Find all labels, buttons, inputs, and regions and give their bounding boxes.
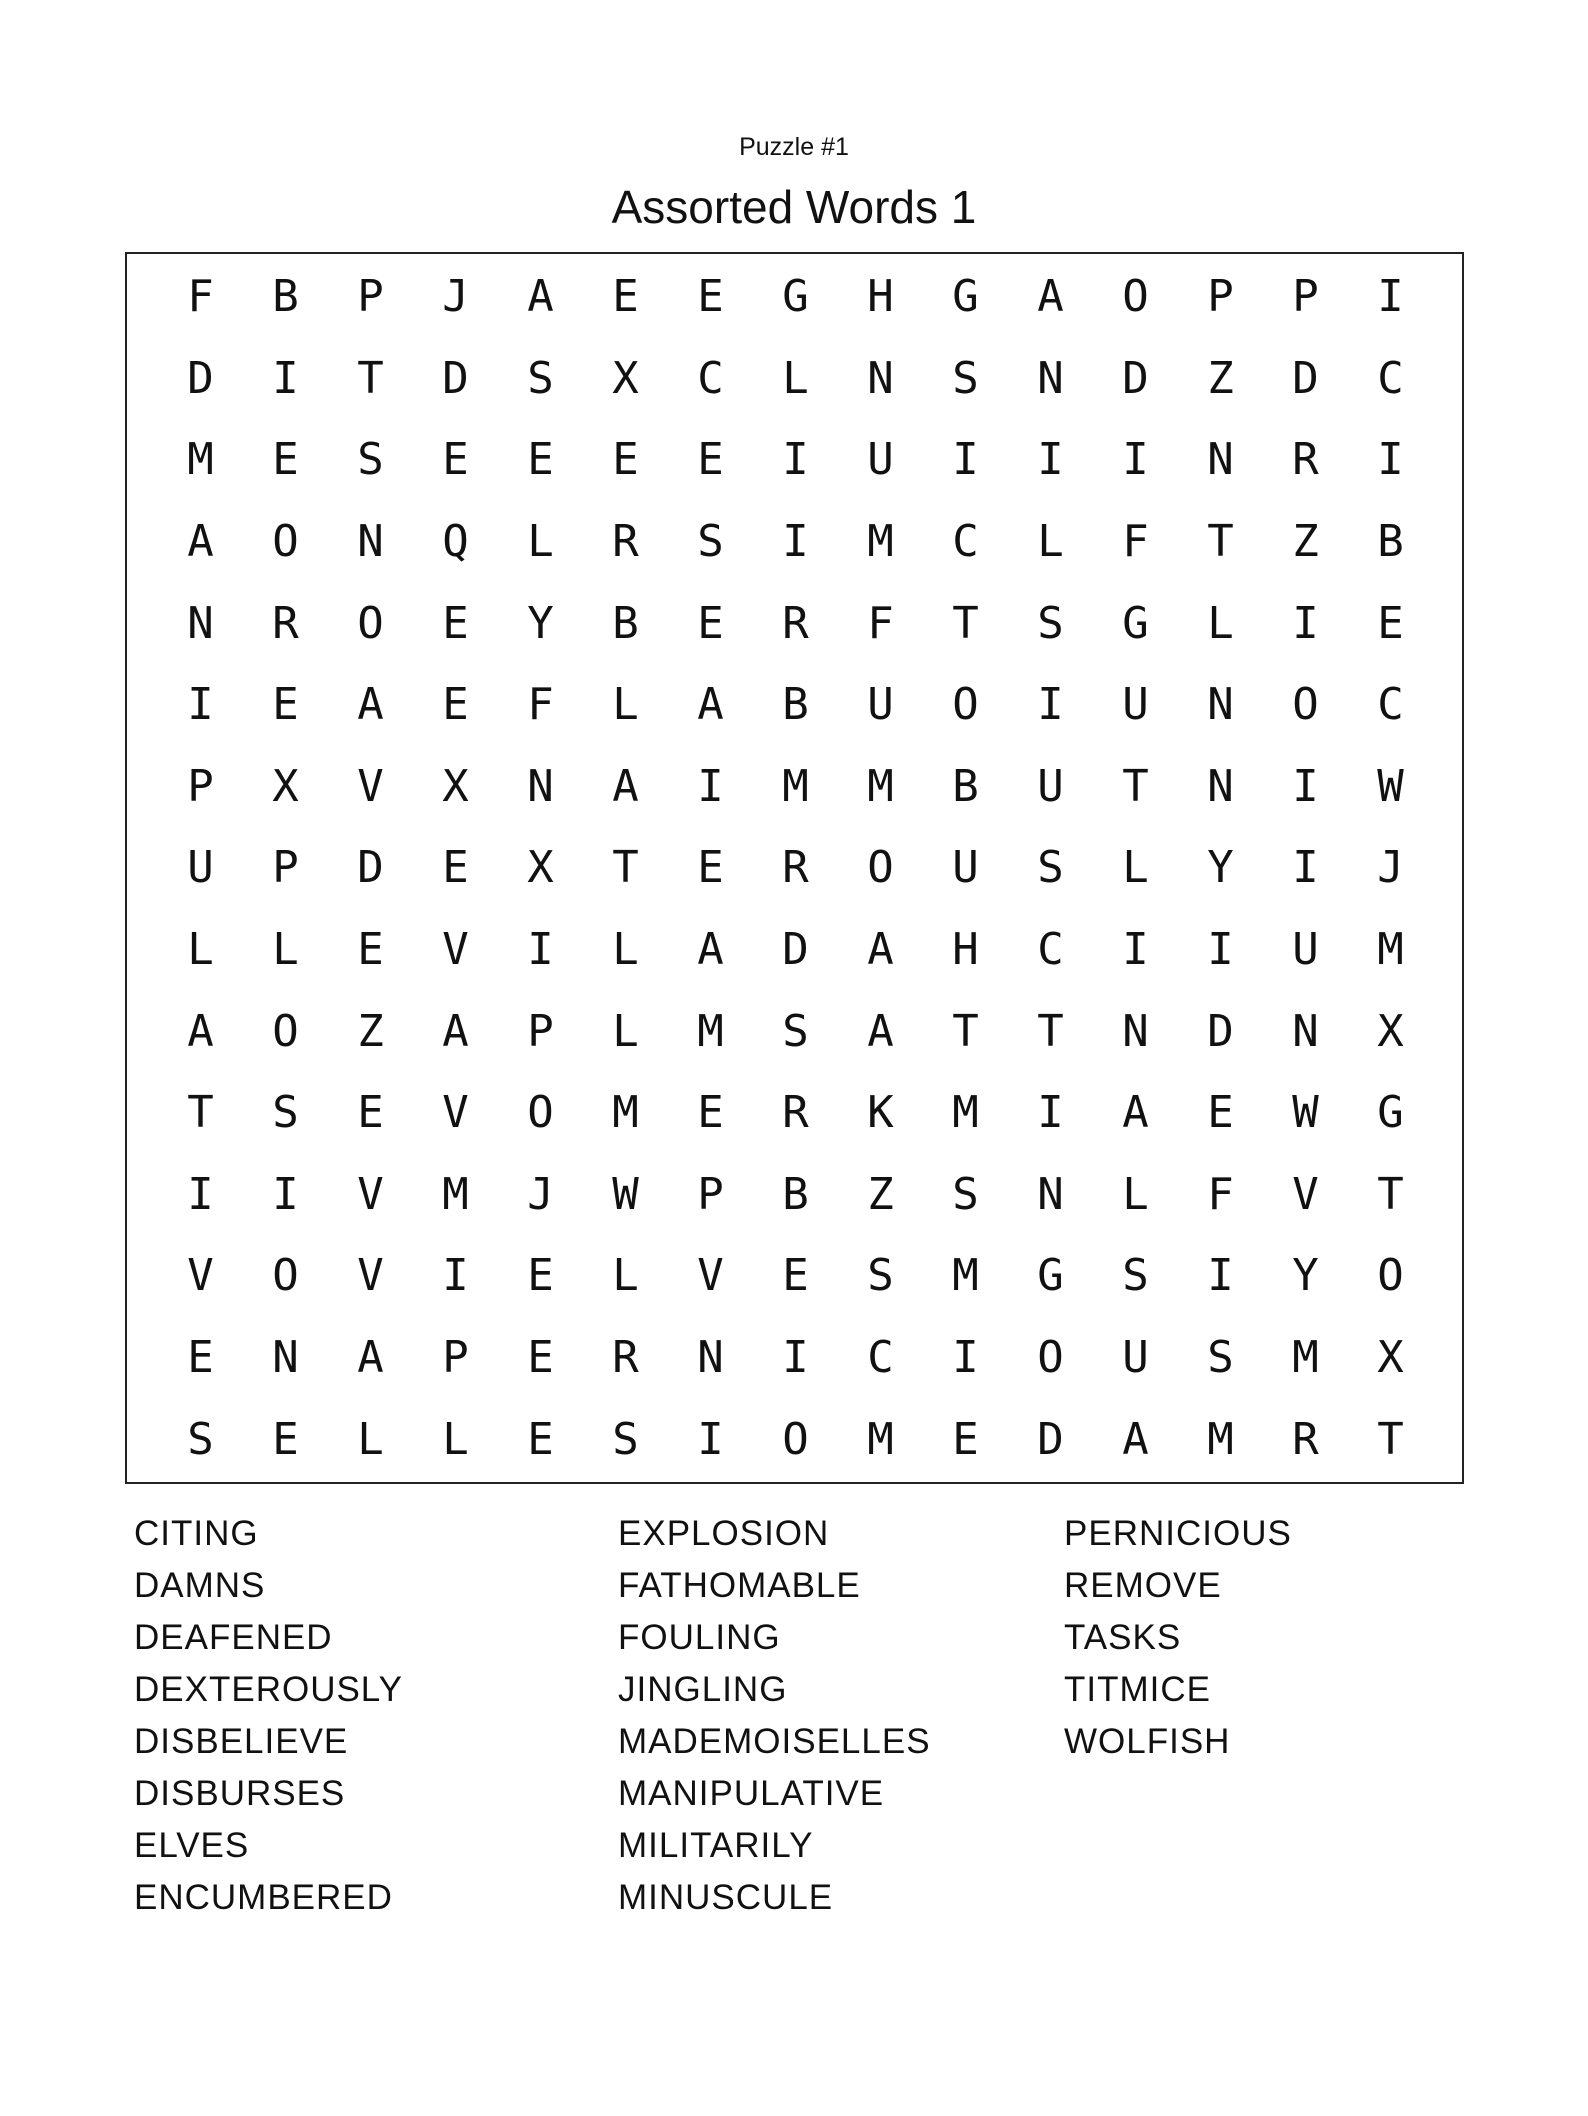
grid-letter[interactable]: S — [527, 352, 554, 404]
grid-letter[interactable]: W — [612, 1168, 639, 1220]
grid-letter[interactable]: N — [697, 1332, 724, 1384]
grid-letter[interactable]: N — [1207, 434, 1234, 486]
word-list-item: TITMICE — [1064, 1670, 1211, 1709]
grid-letter[interactable]: S — [952, 1168, 979, 1220]
grid-letter[interactable]: T — [952, 597, 979, 649]
grid-letter[interactable]: O — [1377, 1250, 1404, 1302]
grid-letter[interactable]: N — [1037, 1168, 1064, 1220]
grid-letter[interactable]: S — [1207, 1332, 1234, 1384]
grid-letter[interactable]: D — [187, 352, 214, 404]
grid-letter[interactable]: O — [867, 842, 894, 894]
grid-letter[interactable]: F — [187, 271, 214, 323]
grid-letter[interactable]: L — [357, 1413, 384, 1465]
grid-letter[interactable]: Z — [867, 1168, 894, 1220]
grid-letter[interactable]: G — [782, 271, 809, 323]
grid-letter[interactable]: D — [1207, 1005, 1234, 1057]
grid-letter[interactable]: S — [612, 1413, 639, 1465]
grid-letter[interactable]: S — [782, 1005, 809, 1057]
grid-letter[interactable]: R — [782, 842, 809, 894]
grid-letter[interactable]: X — [1377, 1332, 1404, 1384]
grid-letter[interactable]: U — [1292, 924, 1319, 976]
grid-letter[interactable]: D — [442, 352, 469, 404]
grid-letter[interactable]: S — [187, 1413, 214, 1465]
grid-letter[interactable]: M — [867, 516, 894, 568]
grid-letter[interactable]: Q — [442, 516, 469, 568]
grid-letter[interactable]: L — [272, 924, 299, 976]
grid-letter[interactable]: I — [1292, 597, 1319, 649]
grid-letter[interactable]: S — [357, 434, 384, 486]
grid-letter[interactable]: L — [527, 516, 554, 568]
grid-letter[interactable]: I — [527, 924, 554, 976]
grid-letter[interactable]: A — [357, 1332, 384, 1384]
grid-letter[interactable]: E — [1207, 1087, 1234, 1139]
grid-letter[interactable]: O — [1292, 679, 1319, 731]
grid-letter[interactable]: H — [867, 271, 894, 323]
grid-letter[interactable]: T — [612, 842, 639, 894]
grid-letter[interactable]: A — [867, 924, 894, 976]
grid-letter[interactable]: S — [952, 352, 979, 404]
word-list-item: PERNICIOUS — [1064, 1514, 1292, 1553]
grid-letter[interactable]: E — [272, 434, 299, 486]
word-search-grid — [158, 256, 1433, 1480]
grid-letter[interactable]: V — [1292, 1168, 1319, 1220]
grid-letter[interactable]: Y — [527, 597, 554, 649]
grid-letter[interactable]: C — [697, 352, 724, 404]
word-list-item: JINGLING — [618, 1670, 788, 1709]
grid-letter[interactable]: I — [1122, 434, 1149, 486]
grid-letter[interactable]: C — [1377, 679, 1404, 731]
grid-letter[interactable]: N — [527, 760, 554, 812]
grid-letter[interactable]: L — [1122, 1168, 1149, 1220]
grid-letter[interactable]: N — [1207, 679, 1234, 731]
grid-letter[interactable]: E — [697, 842, 724, 894]
grid-letter[interactable]: A — [1037, 271, 1064, 323]
grid-letter[interactable]: T — [952, 1005, 979, 1057]
grid-letter[interactable]: C — [867, 1332, 894, 1384]
grid-letter[interactable]: U — [1122, 679, 1149, 731]
grid-letter[interactable]: T — [187, 1087, 214, 1139]
grid-letter[interactable]: I — [782, 516, 809, 568]
grid-letter[interactable]: A — [1122, 1087, 1149, 1139]
grid-letter[interactable]: P — [442, 1332, 469, 1384]
grid-letter[interactable]: J — [442, 271, 469, 323]
grid-letter[interactable]: O — [782, 1413, 809, 1465]
grid-letter[interactable]: X — [1377, 1005, 1404, 1057]
grid-letter[interactable]: A — [187, 516, 214, 568]
grid-letter[interactable]: B — [782, 1168, 809, 1220]
grid-letter[interactable]: G — [1377, 1087, 1404, 1139]
word-list-item: TASKS — [1064, 1618, 1182, 1657]
grid-letter[interactable]: M — [1207, 1413, 1234, 1465]
grid-letter[interactable]: U — [867, 679, 894, 731]
grid-letter[interactable]: R — [612, 516, 639, 568]
word-list-item: DISBURSES — [134, 1774, 346, 1813]
grid-letter[interactable]: E — [612, 271, 639, 323]
grid-letter[interactable]: B — [952, 760, 979, 812]
grid-letter[interactable]: M — [782, 760, 809, 812]
grid-letter[interactable]: O — [1122, 271, 1149, 323]
word-list-item: FOULING — [618, 1618, 781, 1657]
grid-letter[interactable]: I — [782, 1332, 809, 1384]
grid-letter[interactable]: M — [867, 760, 894, 812]
grid-letter[interactable]: C — [952, 516, 979, 568]
grid-letter[interactable]: V — [697, 1250, 724, 1302]
grid-letter[interactable]: A — [697, 679, 724, 731]
grid-letter[interactable]: D — [1292, 352, 1319, 404]
grid-letter[interactable]: A — [527, 271, 554, 323]
puzzle-title: Assorted Words 1 — [611, 181, 977, 233]
grid-letter[interactable]: E — [527, 434, 554, 486]
grid-letter[interactable]: W — [1292, 1087, 1319, 1139]
grid-letter[interactable]: F — [527, 679, 554, 731]
grid-letter[interactable]: T — [1122, 760, 1149, 812]
grid-letter[interactable]: D — [357, 842, 384, 894]
grid-letter[interactable]: K — [867, 1087, 894, 1139]
grid-letter[interactable]: D — [1122, 352, 1149, 404]
grid-letter[interactable]: X — [442, 760, 469, 812]
grid-letter[interactable]: O — [527, 1087, 554, 1139]
grid-letter[interactable]: S — [867, 1250, 894, 1302]
grid-letter[interactable]: E — [527, 1413, 554, 1465]
grid-letter[interactable]: X — [527, 842, 554, 894]
grid-letter[interactable]: O — [272, 1250, 299, 1302]
grid-letter[interactable]: F — [867, 597, 894, 649]
grid-letter[interactable]: M — [952, 1087, 979, 1139]
grid-letter[interactable]: T — [1377, 1168, 1404, 1220]
grid-letter[interactable]: P — [697, 1168, 724, 1220]
grid-letter[interactable]: B — [272, 271, 299, 323]
grid-letter[interactable]: V — [357, 760, 384, 812]
grid-letter[interactable]: I — [1207, 1250, 1234, 1302]
grid-letter[interactable]: B — [782, 679, 809, 731]
grid-letter[interactable]: I — [952, 1332, 979, 1384]
grid-letter[interactable]: N — [357, 516, 384, 568]
grid-letter[interactable]: H — [952, 924, 979, 976]
grid-letter[interactable]: V — [442, 924, 469, 976]
grid-letter[interactable]: I — [1207, 924, 1234, 976]
grid-letter[interactable]: E — [272, 1413, 299, 1465]
grid-letter[interactable]: R — [272, 597, 299, 649]
word-list-item: WOLFISH — [1064, 1722, 1231, 1761]
grid-letter[interactable]: I — [187, 679, 214, 731]
grid-letter[interactable]: E — [1377, 597, 1404, 649]
word-list-item: CITING — [134, 1514, 259, 1553]
grid-letter[interactable]: E — [612, 434, 639, 486]
grid-letter[interactable]: S — [1122, 1250, 1149, 1302]
grid-letter[interactable]: I — [1037, 1087, 1064, 1139]
grid-letter[interactable]: I — [1377, 271, 1404, 323]
grid-letter[interactable]: N — [1037, 352, 1064, 404]
grid-letter[interactable]: M — [1377, 924, 1404, 976]
word-list-item: DEAFENED — [134, 1618, 333, 1657]
grid-letter[interactable]: I — [697, 1413, 724, 1465]
grid-letter[interactable]: I — [1037, 679, 1064, 731]
word-list-item: MADEMOISELLES — [618, 1722, 931, 1761]
word-list-column-1 — [134, 1508, 403, 1924]
grid-letter[interactable]: R — [782, 1087, 809, 1139]
grid-letter[interactable]: R — [782, 597, 809, 649]
grid-letter[interactable]: V — [442, 1087, 469, 1139]
grid-letter[interactable]: U — [867, 434, 894, 486]
puzzle-number: Puzzle #1 — [739, 133, 849, 161]
grid-letter[interactable]: E — [442, 434, 469, 486]
grid-letter[interactable]: P — [1292, 271, 1319, 323]
grid-letter[interactable]: E — [952, 1413, 979, 1465]
grid-letter[interactable]: Y — [1292, 1250, 1319, 1302]
grid-letter[interactable]: I — [1037, 434, 1064, 486]
word-list-item: EXPLOSION — [618, 1514, 830, 1553]
grid-letter[interactable]: R — [1292, 434, 1319, 486]
grid-letter[interactable]: E — [442, 679, 469, 731]
grid-letter[interactable]: I — [782, 434, 809, 486]
grid-letter[interactable]: L — [187, 924, 214, 976]
grid-letter[interactable]: D — [782, 924, 809, 976]
grid-letter[interactable]: A — [1122, 1413, 1149, 1465]
grid-letter[interactable]: I — [442, 1250, 469, 1302]
grid-letter[interactable]: E — [187, 1332, 214, 1384]
grid-letter[interactable]: F — [1207, 1168, 1234, 1220]
grid-letter[interactable]: L — [1037, 516, 1064, 568]
grid-letter[interactable]: E — [697, 271, 724, 323]
grid-letter[interactable]: I — [697, 760, 724, 812]
grid-letter[interactable]: B — [1377, 516, 1404, 568]
grid-letter[interactable]: E — [357, 924, 384, 976]
grid-letter[interactable]: A — [867, 1005, 894, 1057]
grid-letter[interactable]: I — [1292, 760, 1319, 812]
grid-letter[interactable]: O — [1037, 1332, 1064, 1384]
grid-letter[interactable]: A — [612, 760, 639, 812]
grid-letter[interactable]: S — [1037, 597, 1064, 649]
grid-letter[interactable]: V — [357, 1250, 384, 1302]
grid-letter[interactable]: M — [952, 1250, 979, 1302]
word-list-item: DISBELIEVE — [134, 1722, 349, 1761]
grid-letter[interactable]: C — [1377, 352, 1404, 404]
grid-letter[interactable]: F — [1122, 516, 1149, 568]
grid-letter[interactable]: I — [1377, 434, 1404, 486]
grid-letter[interactable]: L — [612, 924, 639, 976]
grid-letter[interactable]: X — [272, 760, 299, 812]
grid-letter[interactable]: L — [442, 1413, 469, 1465]
grid-letter[interactable]: E — [527, 1250, 554, 1302]
word-list-item: REMOVE — [1064, 1566, 1222, 1605]
grid-letter[interactable]: E — [697, 1087, 724, 1139]
grid-letter[interactable]: I — [272, 352, 299, 404]
word-list-column-3 — [1064, 1508, 1292, 1768]
grid-letter[interactable]: O — [952, 679, 979, 731]
grid-letter[interactable]: L — [1122, 842, 1149, 894]
grid-letter[interactable]: O — [272, 1005, 299, 1057]
grid-letter[interactable]: P — [527, 1005, 554, 1057]
word-list-item: MANIPULATIVE — [618, 1774, 885, 1813]
grid-letter[interactable]: L — [612, 679, 639, 731]
grid-letter[interactable]: E — [782, 1250, 809, 1302]
word-list-column-2 — [618, 1508, 931, 1924]
grid-letter[interactable]: E — [697, 597, 724, 649]
grid-letter[interactable]: U — [952, 842, 979, 894]
grid-letter[interactable]: M — [867, 1413, 894, 1465]
grid-letter[interactable]: R — [612, 1332, 639, 1384]
word-list-item: DEXTEROUSLY — [134, 1670, 404, 1709]
grid-letter[interactable]: I — [272, 1168, 299, 1220]
grid-letter[interactable]: V — [357, 1168, 384, 1220]
grid-letter[interactable]: C — [1037, 924, 1064, 976]
grid-letter[interactable]: T — [1207, 516, 1234, 568]
grid-letter[interactable]: G — [1122, 597, 1149, 649]
grid-letter[interactable]: A — [442, 1005, 469, 1057]
grid-letter[interactable]: S — [1037, 842, 1064, 894]
word-list-item: ENCUMBERED — [134, 1878, 393, 1917]
word-list-item: DAMNS — [134, 1566, 266, 1605]
grid-letter[interactable]: W — [1377, 760, 1404, 812]
grid-letter[interactable]: Z — [1292, 516, 1319, 568]
grid-letter[interactable]: N — [1122, 1005, 1149, 1057]
grid-letter[interactable]: A — [357, 679, 384, 731]
grid-letter[interactable]: Z — [1207, 352, 1234, 404]
word-list-item: MILITARILY — [618, 1826, 814, 1865]
grid-letter[interactable]: B — [612, 597, 639, 649]
grid-letter[interactable]: E — [442, 597, 469, 649]
grid-letter[interactable]: L — [782, 352, 809, 404]
grid-letter[interactable]: T — [1377, 1413, 1404, 1465]
grid-letter[interactable]: S — [697, 516, 724, 568]
grid-letter[interactable]: A — [187, 1005, 214, 1057]
grid-letter[interactable]: O — [357, 597, 384, 649]
grid-letter[interactable]: E — [697, 434, 724, 486]
grid-letter[interactable]: X — [612, 352, 639, 404]
grid-letter[interactable]: I — [952, 434, 979, 486]
grid-letter[interactable]: I — [1292, 842, 1319, 894]
grid-letter[interactable]: T — [1037, 1005, 1064, 1057]
grid-letter[interactable]: N — [187, 597, 214, 649]
grid-letter[interactable]: J — [527, 1168, 554, 1220]
grid-letter[interactable]: E — [357, 1087, 384, 1139]
grid-letter[interactable]: D — [1037, 1413, 1064, 1465]
grid-letter[interactable]: A — [697, 924, 724, 976]
grid-letter[interactable]: R — [1292, 1413, 1319, 1465]
grid-letter[interactable]: E — [527, 1332, 554, 1384]
grid-letter[interactable]: I — [187, 1168, 214, 1220]
grid-letter[interactable]: N — [1292, 1005, 1319, 1057]
grid-letter[interactable]: L — [1207, 597, 1234, 649]
grid-letter[interactable]: O — [272, 516, 299, 568]
grid-letter[interactable]: N — [1207, 760, 1234, 812]
grid-letter[interactable]: M — [612, 1087, 639, 1139]
grid-letter[interactable]: M — [187, 434, 214, 486]
grid-letter[interactable]: L — [612, 1005, 639, 1057]
grid-letter[interactable]: N — [867, 352, 894, 404]
grid-letter[interactable]: M — [697, 1005, 724, 1057]
word-list-item: MINUSCULE — [618, 1878, 834, 1917]
grid-letter[interactable]: I — [1122, 924, 1149, 976]
grid-letter[interactable]: G — [1037, 1250, 1064, 1302]
grid-letter[interactable]: P — [357, 271, 384, 323]
word-list-item: ELVES — [134, 1826, 250, 1865]
grid-letter[interactable]: U — [1122, 1332, 1149, 1384]
grid-letter[interactable]: Y — [1207, 842, 1234, 894]
grid-letter[interactable]: Z — [357, 1005, 384, 1057]
grid-letter[interactable]: N — [272, 1332, 299, 1384]
grid-letter[interactable]: P — [272, 842, 299, 894]
grid-letter[interactable]: E — [272, 679, 299, 731]
grid-letter[interactable]: G — [952, 271, 979, 323]
grid-letter[interactable]: V — [187, 1250, 214, 1302]
grid-letter[interactable]: U — [1037, 760, 1064, 812]
grid-letter[interactable]: P — [187, 760, 214, 812]
grid-letter[interactable]: M — [442, 1168, 469, 1220]
grid-letter[interactable]: P — [1207, 271, 1234, 323]
grid-letter[interactable]: S — [272, 1087, 299, 1139]
grid-letter[interactable]: E — [442, 842, 469, 894]
grid-letter[interactable]: U — [187, 842, 214, 894]
grid-letter[interactable]: M — [1292, 1332, 1319, 1384]
word-list-item: FATHOMABLE — [618, 1566, 861, 1605]
grid-letter[interactable]: T — [357, 352, 384, 404]
grid-letter[interactable]: L — [612, 1250, 639, 1302]
grid-letter[interactable]: J — [1377, 842, 1404, 894]
